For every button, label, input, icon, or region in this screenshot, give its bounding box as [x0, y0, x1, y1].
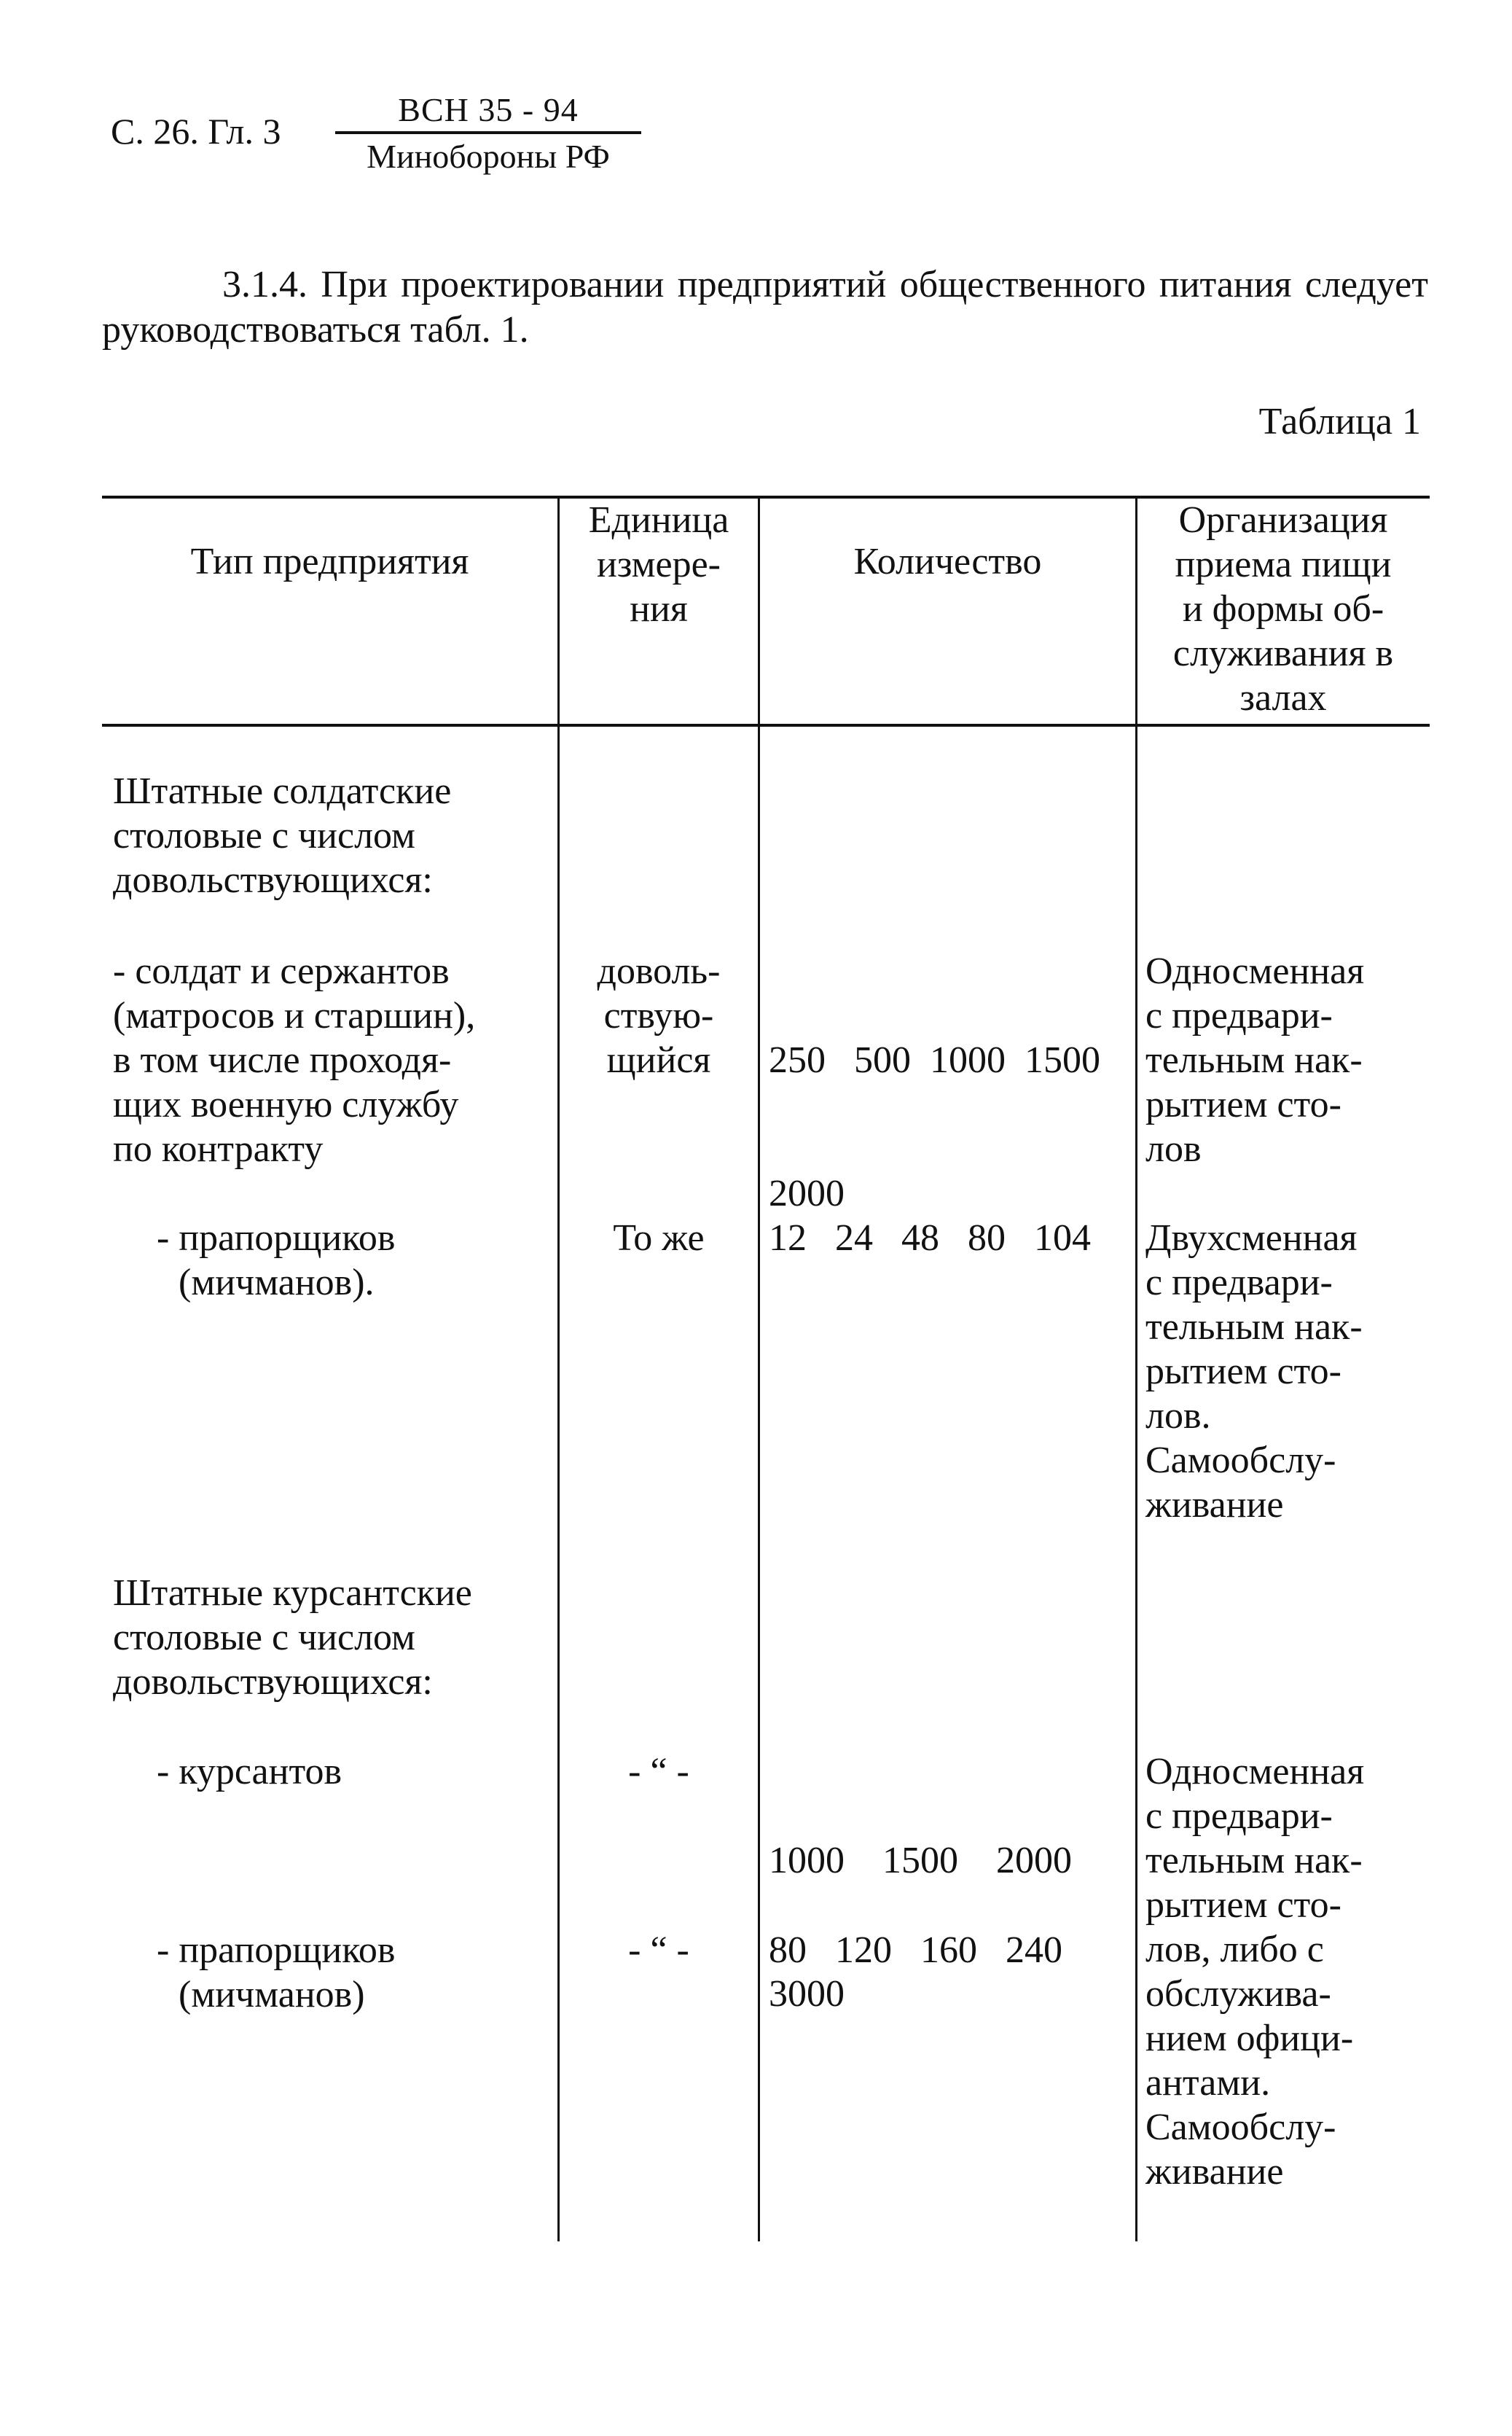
org-line: рытием сто- [1145, 1084, 1341, 1125]
org-line: с предвари- [1145, 995, 1333, 1037]
row-cadets-unit: - “ - [628, 1751, 689, 1792]
header-organization [1137, 498, 1429, 720]
type-line: по контракту [113, 1128, 324, 1170]
org-line: тельным нак- [1145, 1306, 1363, 1348]
header-org-line: Организация [1178, 499, 1388, 541]
type-line: (мичманов) [179, 1974, 365, 2015]
row-soldiers-organization [1145, 949, 1430, 1171]
unit-line: ствую- [603, 995, 714, 1037]
type-line: щих военную службу [113, 1084, 459, 1125]
org-line: живание [1145, 2151, 1284, 2193]
row-soldiers-unit [560, 949, 758, 1082]
org-line: лов, либо с [1145, 1929, 1324, 1970]
column-divider-2 [758, 496, 760, 2241]
row-cadets-quantity [769, 1749, 1133, 2061]
quantity-line: 1000 1500 2000 [769, 1840, 1072, 1881]
header-org-line: залах [1239, 677, 1327, 719]
org-line: антами. [1145, 2062, 1271, 2104]
row-soldiers-quantity [769, 949, 1133, 1260]
table-caption: Таблица 1 [1258, 401, 1421, 442]
row-warrant-officers-type [157, 1216, 554, 1305]
org-line: лов. [1145, 1395, 1211, 1437]
org-line: рытием сто- [1145, 1884, 1341, 1926]
org-line: с предвари- [1145, 1795, 1333, 1837]
row-cadet-warrant-officers-quantity: 80 120 160 240 [769, 1929, 1062, 1971]
row-warrant-officers-unit: То же [613, 1217, 705, 1259]
org-line: Самообслу- [1145, 1440, 1336, 1481]
header-unit-line: ния [630, 588, 688, 630]
ministry-name: Минобороны РФ [367, 138, 610, 175]
table-header-rule [102, 724, 1430, 727]
unit-line: доволь- [597, 950, 721, 992]
org-line: нием офици- [1145, 2018, 1354, 2059]
header-org-line: служивания в [1172, 633, 1394, 674]
row-soldiers-type [113, 949, 554, 1171]
group-title-line: Штатные солдатские [113, 770, 452, 812]
org-line: рытием сто- [1145, 1351, 1341, 1392]
group-title-soldier-canteens [113, 769, 550, 902]
header-org-line: приема пищи [1175, 544, 1392, 585]
org-line: Односменная [1145, 950, 1365, 992]
org-line: живание [1145, 1484, 1284, 1526]
unit-line: щийся [606, 1039, 711, 1081]
org-line: Односменная [1145, 1751, 1365, 1792]
org-line: лов [1145, 1128, 1202, 1170]
group-title-cadet-canteens [113, 1571, 554, 1704]
type-line: (мичманов). [179, 1262, 375, 1303]
column-divider-1 [557, 496, 560, 2241]
row-cadets-type: - курсантов [157, 1751, 342, 1792]
header-unit [560, 498, 758, 631]
header-unit-line: Единица [588, 499, 729, 541]
row-cadet-warrant-officers-type [157, 1928, 554, 2017]
group-title-line: довольствующихся: [113, 1661, 433, 1703]
group-title-line: довольствующихся: [113, 859, 433, 901]
group-title-line: Штатные курсантские [113, 1572, 472, 1614]
type-line: - солдат и сержантов [113, 950, 450, 992]
header-quantity: Количество [853, 541, 1042, 582]
row-cadets-organization [1145, 1749, 1430, 2194]
org-line: с предвари- [1145, 1262, 1333, 1303]
type-line: (матросов и старшин), [113, 995, 476, 1037]
org-line: тельным нак- [1145, 1840, 1363, 1881]
org-line: обслужива- [1145, 1973, 1331, 2015]
quantity-line: 250 500 1000 1500 [769, 1039, 1100, 1081]
org-line: Самообслу- [1145, 2107, 1336, 2148]
fraction-bar [335, 131, 641, 134]
intro-paragraph: 3.1.4. При проектировании предприятий общественного питания следует руководствоваться табл. 1. [102, 264, 1428, 351]
quantity-line: 2000 [769, 1173, 845, 1214]
document-code: ВСН 35 - 94 [398, 91, 579, 128]
type-line: - прапорщиков [157, 1929, 396, 1971]
header-unit-line: измере- [596, 544, 721, 585]
quantity-line: 3000 [769, 1973, 845, 2015]
column-divider-3 [1135, 496, 1137, 2241]
group-title-line: столовые с числом [113, 1617, 415, 1658]
row-warrant-officers-organization [1145, 1216, 1430, 1527]
header-org-line: и формы об- [1182, 588, 1384, 630]
group-title-line: столовые с числом [113, 815, 415, 856]
header-type: Тип предприятия [190, 541, 469, 582]
page-reference: С. 26. Гл. 3 [111, 111, 281, 152]
row-warrant-officers-quantity: 12 24 48 80 104 [769, 1217, 1091, 1259]
org-line: тельным нак- [1145, 1039, 1363, 1081]
document-code-block [335, 90, 641, 175]
row-cadet-warrant-officers-unit: - “ - [628, 1929, 689, 1971]
type-line: - прапорщиков [157, 1217, 396, 1259]
type-line: в том числе проходя- [113, 1039, 452, 1081]
org-line: Двухсменная [1145, 1217, 1358, 1259]
